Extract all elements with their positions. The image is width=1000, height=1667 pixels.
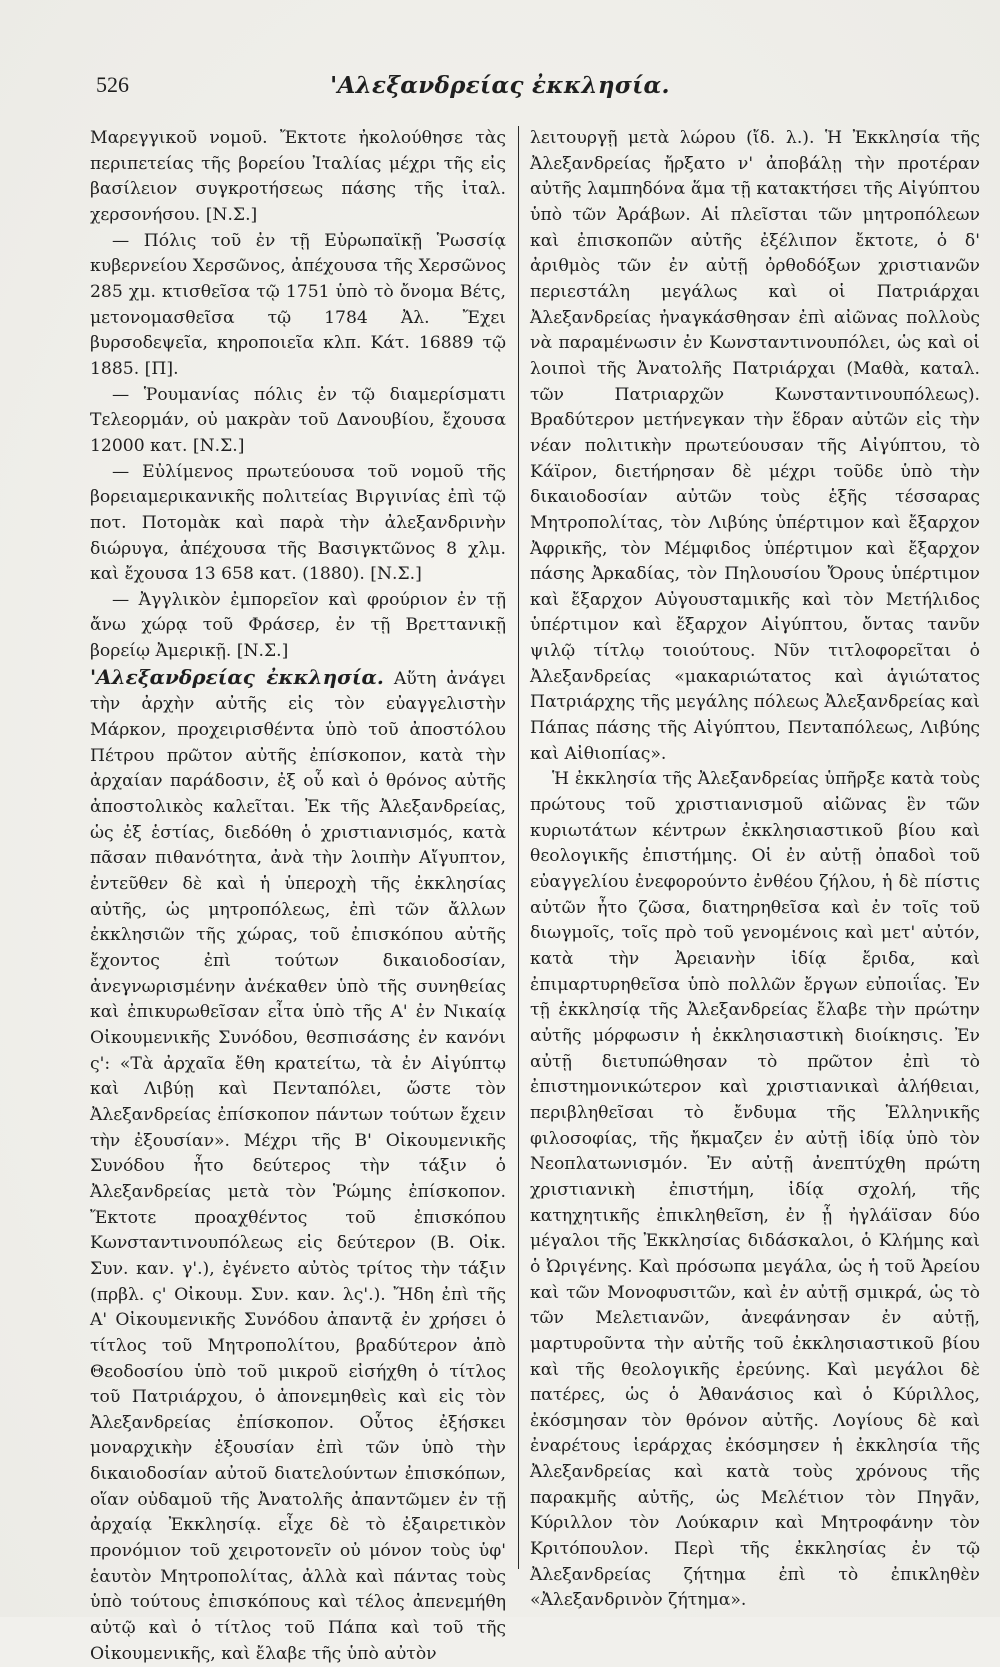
paragraph: Ἡ ἐκκλησία τῆς Ἀλεξανδρείας ὑπῆρξε κατὰ τοὺς πρώτους τοῦ χριστιανισμοῦ αἰῶνας ἓν τῶν κυριωτάτων κέντρων ἐκκλησιαστικοῦ βίου καὶ θεολογικῆς ἐπιστήμης. Οἱ ἐν αὐτῇ ὀπαδοὶ τοῦ εὐαγγελίου ἐνεφορούντο ἐνθέου ζήλου, ἡ δὲ πίστις αὐτῶν ἦτο ζῶσα, διατηρηθεῖσα καὶ ἐν τοῖς τοῦ διωγμοῖς, τοῖς πρὸ τοῦ γενομένοις καὶ μετ' αὐτόν, κατὰ τὴν Ἀρειανὴν ἰδίᾳ ἔριδα, καὶ ἐπιμαρτυρηθεῖσα ὑπὸ πολλῶν ἔργων εὐποιΐας. Ἐν τῇ ἐκκλησίᾳ τῆς Ἀλεξανδρείας ἔλαβε τὴν πρώτην αὐτῆς μόρφωσιν ἡ ἐκκλησιαστικὴ διοίκησις. Ἐν αὐτῇ διετυπώθησαν τὸ πρῶτον ἐπὶ τὸ ἐπιστημονικώτερον καὶ χριστιανικαὶ ἀλήθειαι, περιβληθεῖσαι τὸ ἔνδυμα τῆς Ἑλληνικῆς φιλοσοφίας, τῆς ἤκμαζεν ἐν αὐτῇ ἰδίᾳ ὑπὸ τὸν Νεοπλατωνισμόν. Ἐν αὐτῇ ἀνεπτύχθη πρώτη χριστιανικὴ ἐπιστήμη, ἰδίᾳ σχολή, τῆς κατηχητικῆς ἐπικληθεῖση, ἐν ᾗ ἠγλάϊσαν δύο μέγαλοι τῆς Ἐκκλησίας διδάσκαλοι, ὁ Κλήμης καὶ ὁ Ὠριγένης. Καὶ πρόσωπα μεγάλα, ὡς ἡ τοῦ Ἀρείου καὶ τῶν Μονοφυσιτῶν, καὶ ἐν αὐτῇ σμικρά, ὡς τὸ τῶν Μελετιανῶν, ἀνεφάνησαν ἐν αὐτῇ, μαρτυροῦντα τὴν αὐτῆς τοῦ ἐκκλησιαστικοῦ βίου καὶ τῆς θεολογικῆς ἐρεύνης. Καὶ μεγάλοι δὲ πατέρες, ὡς ὁ Ἀθανάσιος καὶ ὁ Κύριλλος, ἐκόσμησαν τὸν θρόνον αὐτῆς. Λογίους δὲ καὶ ἐναρέτους ἱεράρχας ἐκόσμησεν ἡ ἐκκλησία τῆς Ἀλεξανδρείας καὶ κατὰ τοὺς χρόνους τῆς παρακμῆς αὐτῆς, ὡς Μελέτιον τὸν Πηγᾶν, Κύριλλον τὸν Λούκαριν καὶ Μητροφάνην τὸν Κριτόπουλον. Περὶ τῆς ἐκκλησίας ἐν τῷ Ἀλεξανδρείας ζήτημα ἐπὶ τὸ ἐπικληθὲν «Ἀλεξανδρινὸν ζήτημα». [530,769,980,1611]
paragraph: — Πόλις τοῦ ἐν τῇ Εὐρωπαϊκῇ Ῥωσσίᾳ κυβερνείου Χερσῶνος, ἀπέχουσα τῆς Χερσῶνος 285 χμ. κτισθεῖσα τῷ 1751 ὑπὸ τὸ ὄνομα Βέτς, μετονομασθεῖσα τῷ 1784 Ἀλ. Ἔχει βυρσοδεψεῖα, κηροποιεῖα κλπ. Κάτ. 16889 τῷ 1885. [Π]. [90,230,506,379]
entry-text: Αὕτη ἀνάγει τὴν ἀρχὴν αὐτῆς εἰς τὸν εὐαγγελιστὴν Μάρκον, προχειρισθέντα ὑπὸ τοῦ ἀποστόλου Πέτρου πρῶτον αὐτῆς ἐπίσκοπον, κατὰ τὴν ἀρχαίαν παράδοσιν, ἐξ οὗ καὶ ὁ θρόνος αὐτῆς ἀποστολικὸς καλεῖται. Ἐκ τῆς Ἀλεξανδρείας, ὡς ἐξ ἑστίας, διεδόθη ὁ χριστιανισμός, κατὰ πᾶσαν πιθανότητα, ἀνὰ τὴν λοιπὴν Αἴγυπτον, ἐντεῦθεν δὲ καὶ ἡ ὑπεροχὴ τῆς ἐκκλησίας αὐτῆς, ὡς μητροπόλεως, ἐπὶ τῶν ἄλλων ἐκκλησιῶν τῆς χώρας, τοῦ ἐπισκόπου αὐτῆς ἔχοντος ἐπὶ τούτων δικαιοδοσίαν, ἀνεγνωρισμένην ἀνέκαθεν ὑπὸ τῆς συνηθείας καὶ ἐπικυρωθεῖσαν εἶτα ὑπὸ τῆς Α' ἐν Νικαίᾳ Οἰκουμενικῆς Συνόδου, θεσπισάσης ἐν κανόνι ς': «Τὰ ἀρχαῖα ἔθη κρατείτω, τὰ ἐν Αἰγύπτῳ καὶ Λιβύῃ καὶ Πενταπόλει, ὥστε τὸν Ἀλεξανδρείας ἐπίσκοπον πάντων τούτων ἔχειν τὴν ἐξουσίαν». Μέχρι τῆς Β' Οἰκουμενικῆς Συνόδου ἦτο δεύτερος τὴν τάξιν ὁ Ἀλεξανδρείας μετὰ τὸν Ῥώμης ἐπίσκοπον. Ἔκτοτε προαχθέντος τοῦ ἐπισκόπου Κωνσταντινουπόλεως εἰς δεύτερον (Β. Οἰκ. Συν. καν. γ'.), ἐγένετο αὐτὸς τρίτος τὴν τάξιν (πρβλ. ς' Οἰκουμ. Συν. καν. λς'.). Ἤδη ἐπὶ τῆς Α' Οἰκουμενικῆς Συνόδου ἀπαντᾷ ἐν χρήσει ὁ τίτλος τοῦ Μητροπολίτου, βραδύτερον ἀπὸ Θεοδοσίου ὑπὸ τοῦ μικροῦ εἰσήχθη ὁ τίτλος τοῦ Πατριάρχου, ὁ ἀπονεμηθεὶς καὶ εἰς τὸν Ἀλεξανδρείας ἐπίσκοπον. Οὗτος ἐξήσκει μοναρχικὴν ἐξουσίαν ἐπὶ τῶν ὑπὸ τὴν δικαιοδοσίαν αὐτοῦ διατελούντων ἐπισκόπων, οἵαν οὐδαμοῦ τῆς Ἀνατολῆς ἀπαντῶμεν ἐν τῇ ἀρχαίᾳ Ἐκκλησίᾳ. εἶχε δὲ τὸ ἐξαιρετικὸν προνόμιον τοῦ χειροτονεῖν οὐ μόνον τοὺς ὑφ' ἑαυτὸν Μητροπολίτας, ἀλλὰ καὶ πάντας τοὺς ὑπὸ τούτους ἐπισκόπους καὶ τέλος ἀπενεμήθη αὐτῷ καὶ ὁ τίτλος τοῦ Πάπα καὶ τοῦ τῆς Οἰκουμενικῆς, καὶ ἔλαβε τῆς ὑπὸ αὐτὸν [90,668,506,1664]
entry-paragraph [90,665,506,1667]
running-title: 'Αλεξανδρείας ἐκκλησία. [330,72,670,99]
paragraph: — Ῥουμανίας πόλις ἐν τῷ διαμερίσματι Τελεορμάν, οὐ μακρὰν τοῦ Δανουβίου, ἔχουσα 12000 κατ. [Ν.Σ.] [90,384,506,456]
paragraph: — Εὐλίμενος πρωτεύουσα τοῦ νομοῦ τῆς βορειαμερικανικῆς πολιτείας Βιργινίας ἐπὶ τῷ ποτ. Ποτομὰκ καὶ παρὰ τὴν ἀλεξανδρινὴν διώρυγα, ἀπέχουσα τῆς Βασιγκτῶνος 8 χλμ. καὶ ἔχουσα 13 658 κατ. (1880). [Ν.Σ.] [90,461,506,585]
page-number: 526 [96,72,129,97]
text-columns [90,126,980,1664]
paragraph: — Ἀγγλικὸν ἐμπορεῖον καὶ φρούριον ἐν τῇ ἄνω χώρᾳ τοῦ Φράσερ, ἐν τῇ Βρεττανικῇ βορείῳ Ἀμερικῇ. [Ν.Σ.] [90,589,506,662]
paragraph: Μαρεγγικοῦ νομοῦ. Ἔκτοτε ἠκολούθησε τὰς περιπετείας τῆς βορείου Ἰταλίας μέχρι τῆς εἰς βασίλειον συγκροτήσεως πάσης τῆς ἰταλ. χερσονήσου. [Ν.Σ.] [90,128,506,225]
left-column [90,126,506,1664]
paragraph: λειτουργῇ μετὰ λώρου (ἴδ. λ.). Ἡ Ἐκκλησία τῆς Ἀλεξανδρείας ἤρξατο ν' ἀποβάλῃ τὴν προτέραν αὐτῆς λαμπηδόνα ἅμα τῇ κατακτήσει τῆς Αἰγύπτου ὑπὸ τῶν Ἀράβων. Αἱ πλεῖσται τῶν μητροπόλεων καὶ ἐπισκοπῶν αὐτῆς ἐξέλιπον ἔκτοτε, ὁ δ' ἀριθμὸς τῶν ἐν αὐτῇ ὀρθοδόξων χριστιανῶν περιεστάλη μεγάλως καὶ οἱ Πατριάρχαι Ἀλεξανδρείας ἠναγκάσθησαν ἐπὶ αἰῶνας πολλοὺς νὰ παραμένωσιν ἐν Κωνσταντινουπόλει, ὡς καὶ οἱ λοιποὶ τῆς Ἀνατολῆς Πατριάρχαι (Μαθὰ, καταλ. τῶν Πατριαρχῶν Κωνσταντινουπόλεως). Βραδύτερον μετήνεγκαν τὴν ἕδραν αὐτῶν εἰς τὴν νέαν πολιτικὴν πρωτεύουσαν τῆς Αἰγύπτου, τὸ Κάϊρον, διετήρησαν δὲ μέχρι τοῦδε ὑπὸ τὴν δικαιοδοσίαν αὐτῶν τοὺς ἑξῆς τέσσαρας Μητροπολίτας, τὸν Λιβύης ὑπέρτιμον καὶ ἔξαρχον Ἀφρικῆς, τὸν Μέμφιδος ὑπέρτιμον καὶ ἔξαρχον πάσης Ἀρκαδίας, τὸν Πηλουσίου Ὄρους ὑπέρτιμον καὶ ἔξαρχον Αὐγουσταμικῆς καὶ τὸν Μετήλιδος ὑπέρτιμον καὶ ἔξαρχον Αἰγύπτου, ὄντας τανῦν ψιλῷ τίτλῳ τοιούτους. Νῦν τιτλοφορεῖται ὁ Ἀλεξανδρείας «μακαριώτατος καὶ ἁγιώτατος Πατριάρχης τῆς μεγάλης πόλεως Ἀλεξανδρείας καὶ Πάπας πάσης τῆς Αἰγύπτου, Πενταπόλεως, Λιβύης καὶ Αἰθιοπίας». [530,128,980,764]
right-column [530,126,980,1611]
entry-headword: 'Αλεξανδρείας ἐκκλησία. [90,664,384,689]
